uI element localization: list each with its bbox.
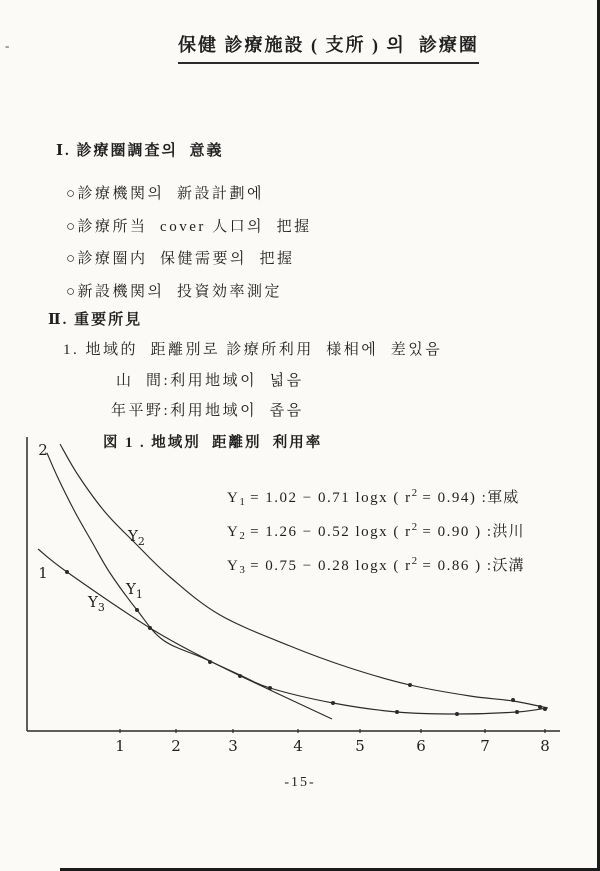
- equation-y1-region: 軍威: [487, 490, 520, 506]
- equation-y1-superscript: 2: [411, 487, 418, 499]
- data-marker-y1: [331, 701, 335, 705]
- data-marker-y3: [148, 626, 152, 630]
- x-axis-tick-label: 3: [228, 737, 238, 755]
- bullet-item-1: ○診療機関의 新設計劃에: [66, 186, 265, 202]
- equation-y3-superscript: 2: [411, 555, 418, 567]
- data-marker-y1: [395, 710, 399, 714]
- equation-y2: [227, 520, 525, 542]
- bullet-item-3: ○診療圈内 保健需要의 把握: [66, 251, 295, 267]
- x-axis-tick-label: 1: [115, 737, 125, 755]
- x-axis-tick-label: 6: [416, 737, 426, 755]
- data-marker-y1: [455, 712, 459, 716]
- y-axis-value-label: 2: [38, 441, 48, 459]
- bullet-item-2: ○診療所当 cover 人口의 把握: [66, 219, 312, 235]
- equation-y1-base: Y: [227, 490, 240, 506]
- data-marker-y1: [135, 608, 139, 612]
- data-marker-y2: [511, 698, 515, 702]
- data-marker-y3: [238, 674, 242, 678]
- bullet-item-4: ○新設機関의 投資効率測定: [66, 284, 283, 300]
- y-axis-value-label: 1: [38, 564, 48, 582]
- stray-mark: -: [5, 38, 10, 53]
- equation-y3-base: Y: [227, 558, 240, 574]
- equation-y2-base: Y: [227, 524, 240, 540]
- page-number: -15-: [284, 775, 316, 790]
- x-axis-tick-label: 7: [480, 737, 490, 755]
- document-title: 保健 診療施設 ( 支所 ) 의 診療圈: [178, 31, 479, 64]
- curve-label-y1: $Y_1$: [126, 580, 143, 601]
- data-marker-y2: [538, 705, 542, 709]
- equation-y2-superscript: 2: [411, 521, 418, 533]
- data-marker-y1: [515, 710, 519, 714]
- section2-subline-plain: 年平野:利用地域이 좁음: [111, 403, 304, 419]
- x-axis-tick-label: 2: [171, 737, 181, 755]
- equation-y2-tail: = 0.90 ) :: [417, 524, 493, 540]
- curve-label-y2: $Y_2$: [128, 527, 145, 548]
- equation-y3: [227, 554, 525, 576]
- equation-y2-subscript: 2: [239, 530, 245, 542]
- curve-label-y3: $Y_3$: [88, 593, 105, 614]
- curve-y2: [60, 444, 548, 708]
- section2-heading: Ⅱ. 重要所見: [48, 312, 143, 328]
- equation-y1-subscript: 1: [239, 496, 245, 508]
- equation-y3-tail: = 0.86 ) :: [417, 558, 493, 574]
- equation-y3-body: = 0.75 − 0.28 logx ( r: [244, 558, 412, 574]
- equation-y1: [227, 486, 519, 508]
- section2-subline-mountain: 山 間:利用地域이 넓음: [116, 373, 304, 389]
- data-marker-y2: [408, 683, 412, 687]
- figure-caption: 図 1 . 地域別 距離別 利用率: [103, 435, 323, 451]
- equation-y3-region: 沃溝: [492, 558, 525, 574]
- equation-y2-region: 洪川: [492, 524, 525, 540]
- section2-item-1: 1. 地域的 距離別로 診療所利用 様相에 差있음: [63, 342, 443, 358]
- equation-y3-subscript: 3: [239, 564, 245, 576]
- x-axis-tick-label: 5: [355, 737, 365, 755]
- x-axis-tick-label: 8: [540, 737, 550, 755]
- section1-heading: Ⅰ. 診療圈調査의 意義: [56, 143, 224, 159]
- equation-y1-body: = 1.02 − 0.71 logx ( r: [244, 490, 412, 506]
- x-axis-tick-label: 4: [293, 737, 303, 755]
- data-marker-y3: [65, 570, 69, 574]
- equation-y2-body: = 1.26 − 0.52 logx ( r: [244, 524, 412, 540]
- equation-y1-tail: = 0.94) :: [417, 490, 488, 506]
